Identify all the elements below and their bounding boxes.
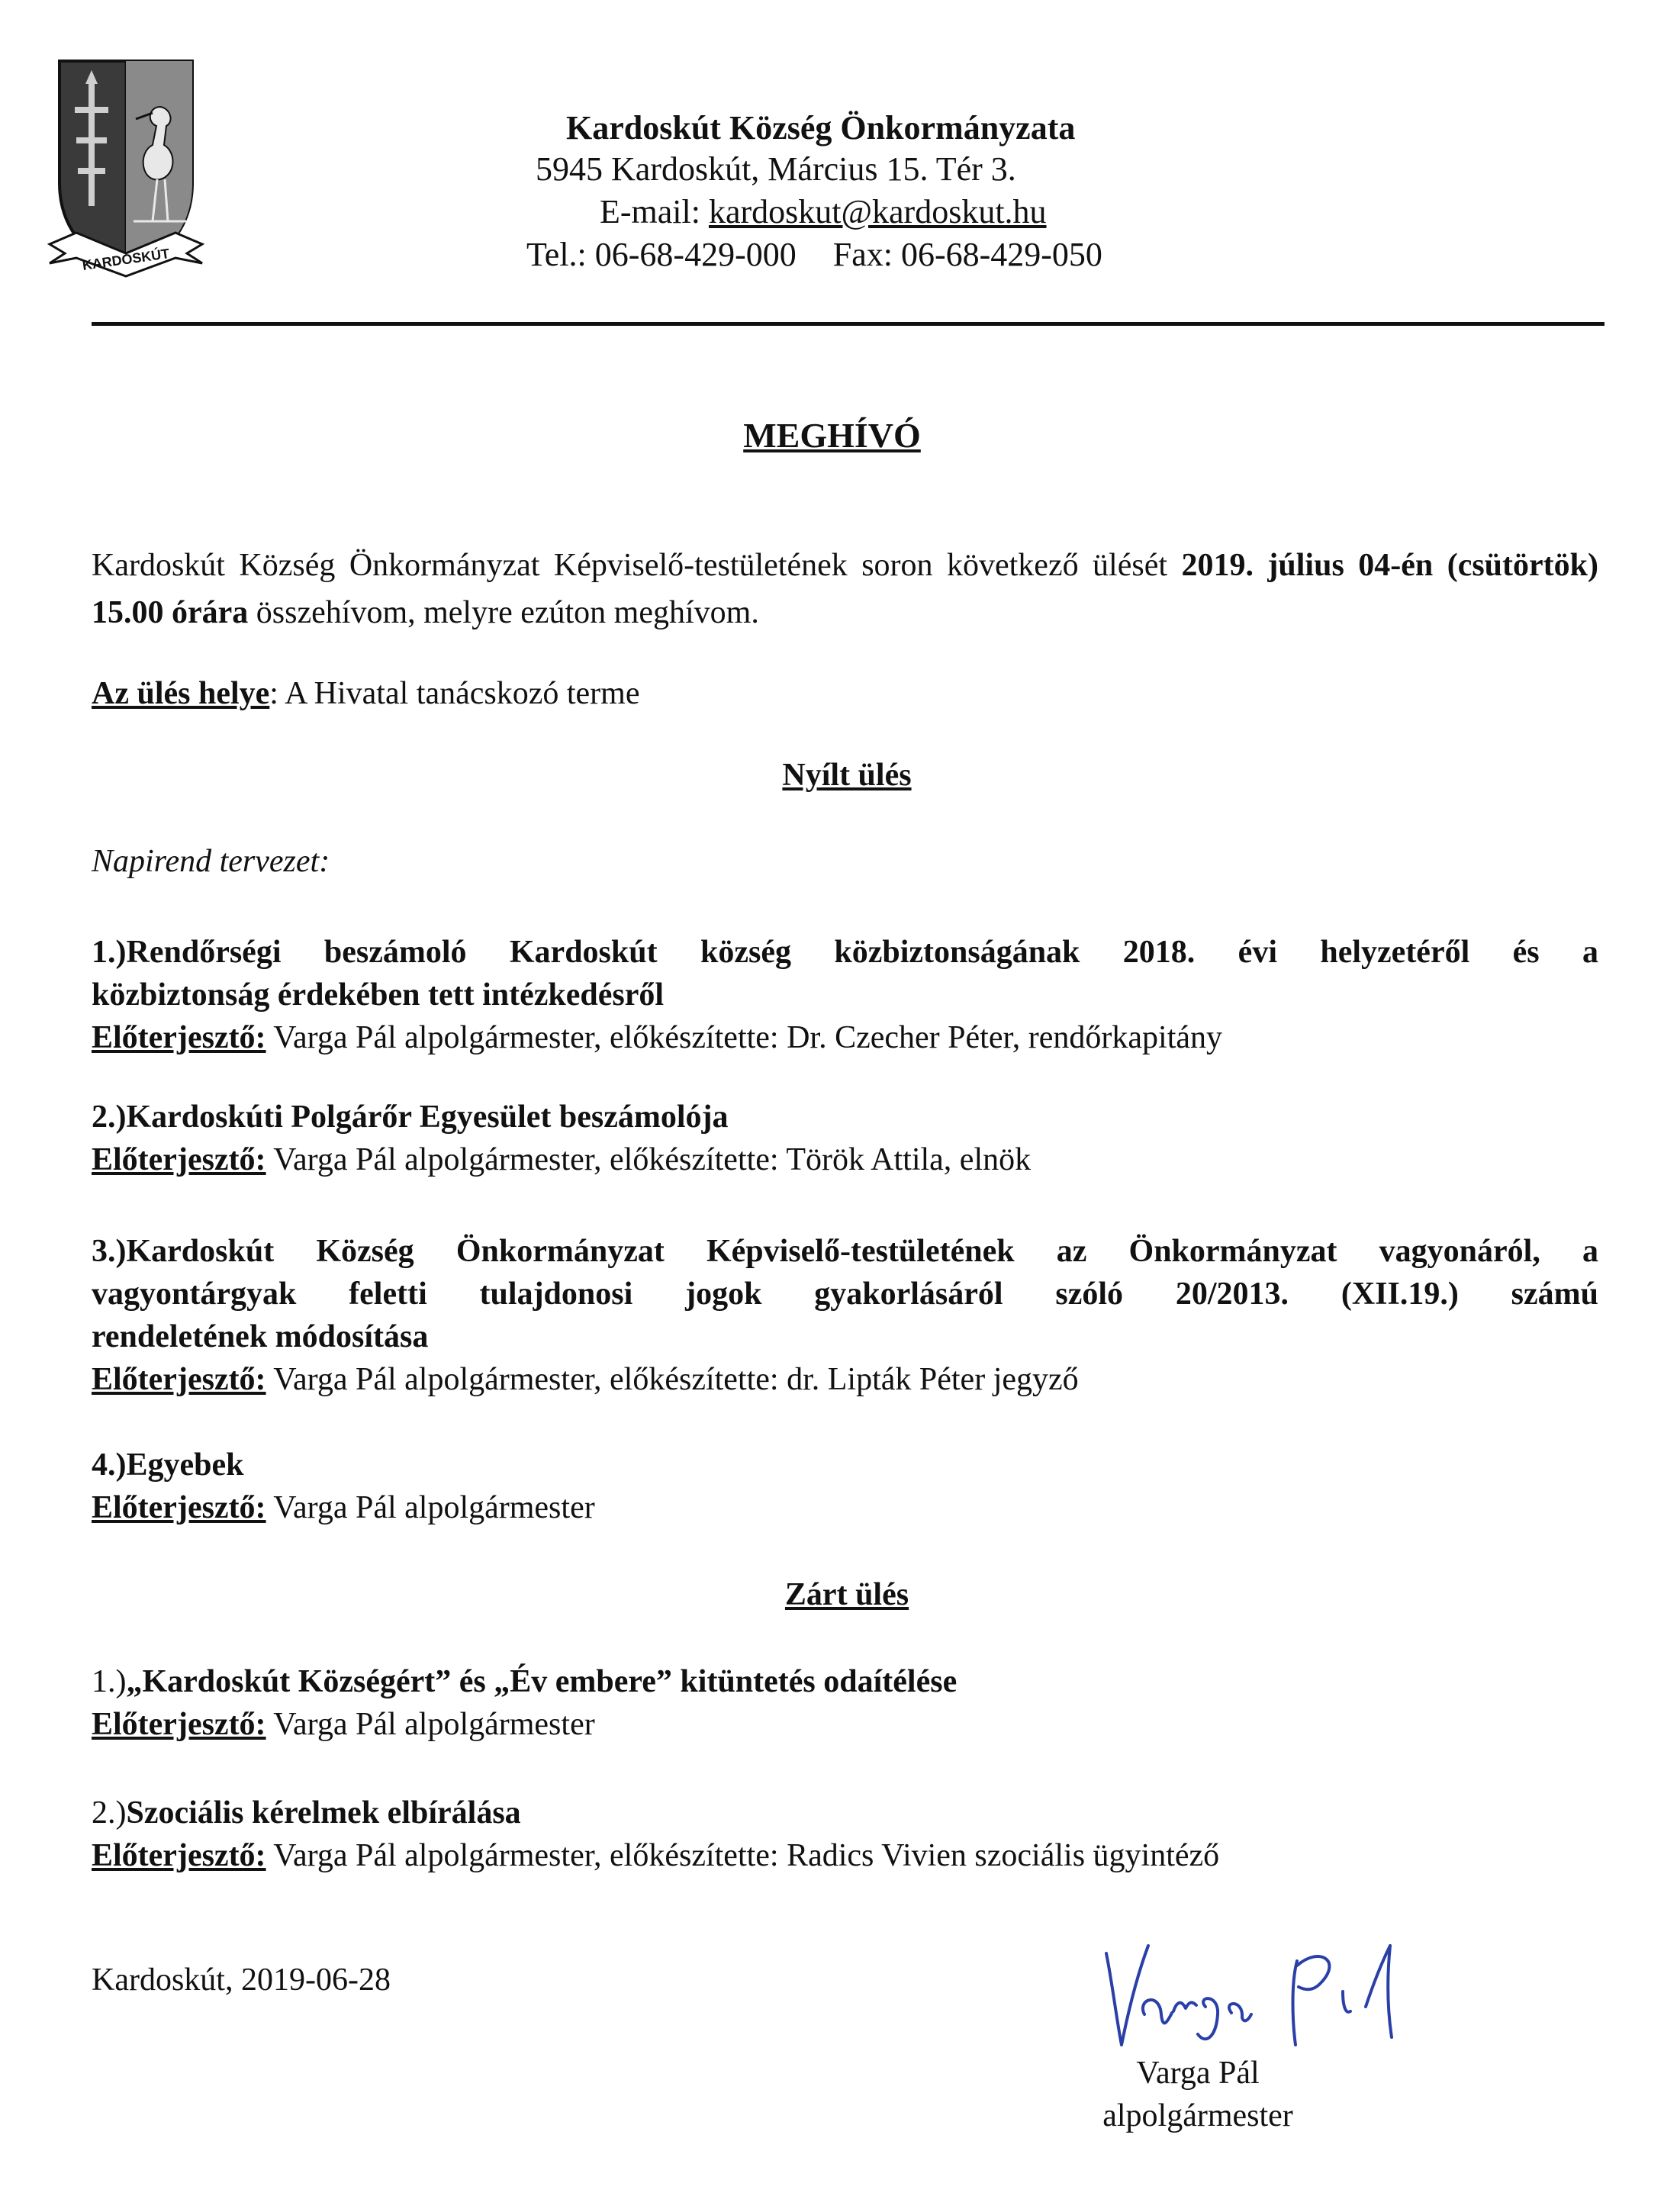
org-address: 5945 Kardoskút, Március 15. Tér 3. [536, 150, 1016, 188]
closed-agenda-item [92, 1660, 1598, 1746]
agenda-item-title-line: Kardoskúti Polgárőr Egyesület beszámolója [126, 1100, 729, 1135]
agenda-item-title [92, 931, 1598, 974]
fax-number: Fax: 06-68-429-050 [832, 236, 1102, 273]
agenda-item-title-line: Egyebek [126, 1447, 244, 1483]
presenter-line [92, 1834, 1598, 1877]
presenter-line [92, 1703, 1598, 1746]
agenda-item-number: 1.) [92, 1664, 127, 1699]
agenda-item-number: 3.) [92, 1234, 127, 1269]
presenter-label: Előterjesztő: [92, 1020, 266, 1055]
handwritten-signature [1091, 1938, 1450, 2053]
presenter-line [92, 1138, 1598, 1181]
phone-number: Tel.: 06-68-429-000 [526, 236, 797, 273]
agenda-item [92, 1230, 1598, 1401]
org-name: Kardoskút Község Önkormányzata [566, 109, 1076, 147]
agenda-item [92, 1444, 1598, 1529]
presenter-text: Varga Pál alpolgármester, előkészítette: dr. Lipták Péter jegyző [266, 1362, 1079, 1397]
agenda-label: Napirend tervezet: [92, 844, 330, 879]
venue-label: Az ülés helye [92, 676, 270, 711]
presenter-label: Előterjesztő: [92, 1838, 266, 1873]
agenda-item-title [92, 1792, 1598, 1834]
presenter-label: Előterjesztő: [92, 1362, 266, 1397]
agenda-item-number: 1.) [92, 935, 127, 970]
place-and-date: Kardoskút, 2019-06-28 [92, 1962, 391, 1998]
closed-agenda-item [92, 1792, 1598, 1877]
agenda-item [92, 1096, 1598, 1181]
presenter-line [92, 1486, 1598, 1529]
agenda-item-title-line: Kardoskút Község Önkormányzat Képviselő-testületének az Önkormányzat vagyonáról, a [126, 1234, 1598, 1269]
agenda-item-number: 2.) [92, 1795, 127, 1830]
agenda-item-title [92, 1660, 1598, 1703]
presenter-label: Előterjesztő: [92, 1707, 266, 1742]
signer-name: Varga Pál [1136, 2056, 1260, 2091]
agenda-item-title-cont: vagyontárgyak feletti tulajdonosi jogok gyakorlásáról szóló 20/2013. (XII.19.) számú [92, 1277, 1598, 1312]
header-divider [92, 322, 1604, 326]
open-session-heading: Nyílt ülés [782, 758, 912, 793]
agenda-item-number: 4.) [92, 1447, 127, 1483]
venue-value: : A Hivatal tanácskozó terme [269, 676, 640, 711]
presenter-text: Varga Pál alpolgármester, előkészítette: Dr. Czecher Péter, rendőrkapitány [266, 1020, 1223, 1055]
document-title: MEGHÍVÓ [743, 416, 921, 455]
email-label: E-mail: [600, 193, 709, 230]
presenter-label: Előterjesztő: [92, 1142, 266, 1177]
venue-line [92, 670, 1598, 717]
presenter-label: Előterjesztő: [92, 1490, 266, 1525]
agenda-item-title-line: Szociális kérelmek elbírálása [126, 1795, 521, 1830]
agenda-item-title [92, 1444, 1598, 1486]
agenda-item-title-line: „Kardoskút Községért” és „Év embere” kitüntetés odaítélése [126, 1664, 958, 1699]
intro-paragraph [92, 542, 1598, 636]
presenter-text: Varga Pál alpolgármester, előkészítette: Török Attila, elnök [266, 1142, 1032, 1177]
agenda-item-title-line: Rendőrségi beszámoló Kardoskút község közbiztonságának 2018. évi helyzetéről és a [126, 935, 1598, 970]
presenter-text: Varga Pál alpolgármester [266, 1707, 595, 1742]
meeting-datetime: 2019. július 04-én (csütörtök) 15.00 órára [92, 548, 1598, 630]
signer-title: alpolgármester [1102, 2098, 1293, 2133]
agenda-item-title-cont: rendeletének módosítása [92, 1319, 429, 1354]
presenter-text: Varga Pál alpolgármester, előkészítette: Radics Vivien szociális ügyintéző [266, 1838, 1220, 1873]
agenda-item-title [92, 1230, 1598, 1273]
email-link[interactable]: kardoskut@kardoskut.hu [708, 193, 1047, 230]
org-email-line [600, 192, 1047, 233]
presenter-line [92, 1358, 1598, 1401]
presenter-text: Varga Pál alpolgármester [266, 1490, 595, 1525]
org-phone-line [526, 235, 1102, 275]
crest-ribbon-text: KARDOSKÚT [81, 246, 171, 273]
agenda-item [92, 931, 1598, 1059]
coat-of-arms-logo [46, 53, 206, 305]
closed-session-heading: Zárt ülés [784, 1577, 909, 1612]
agenda-item-title-cont: közbiztonság érdekében tett intézkedésről [92, 977, 665, 1013]
agenda-item-number: 2.) [92, 1100, 127, 1135]
intro-text-2: összehívom, melyre ezúton meghívom. [248, 595, 759, 630]
presenter-line [92, 1016, 1598, 1059]
intro-text-1: Kardoskút Község Önkormányzat Képviselő-testületének soron következő ülését [92, 548, 1182, 583]
agenda-item-title [92, 1096, 1598, 1138]
